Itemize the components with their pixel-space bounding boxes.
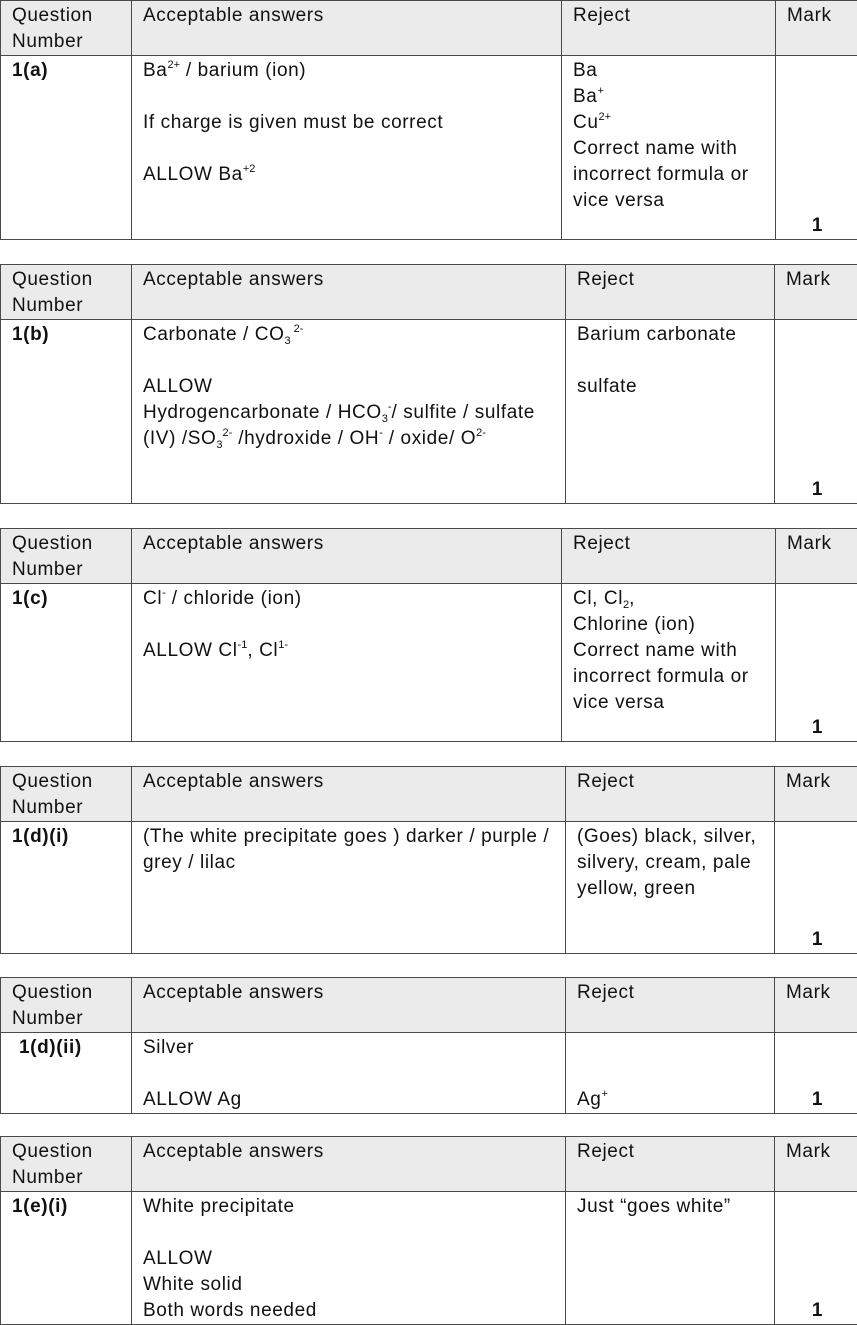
header-acceptable-answers: Acceptable answers	[132, 265, 566, 320]
answer-text: (The white precipitate goes ) darker / purple / grey / lilac	[143, 824, 555, 876]
answer-text: Silver	[143, 1035, 555, 1061]
reject-cell	[566, 1033, 775, 1114]
header-question-number: Question Number	[1, 1, 132, 56]
acceptable-answers-cell	[132, 1033, 566, 1114]
question-number: 1(d)(i)	[1, 822, 132, 954]
header-question-number: Question Number	[1, 1137, 132, 1192]
charge-superscript: 2+	[167, 59, 180, 71]
reject-text: Correct name with incorrect formula or vice versa	[573, 136, 765, 214]
answer-text: Ba	[143, 60, 167, 81]
question-number: 1(d)(ii)	[1, 1033, 132, 1114]
header-question-number: Question Number	[1, 265, 132, 320]
reject-text: Chlorine (ion)	[573, 612, 765, 638]
header-reject: Reject	[566, 265, 775, 320]
acceptable-answers-cell	[132, 584, 562, 742]
reject-cell	[566, 1192, 775, 1325]
header-mark: Mark	[776, 1, 857, 56]
allow-text: ALLOW Ag	[143, 1087, 555, 1113]
acceptable-answers-cell	[132, 822, 566, 954]
charge-superscript: +	[597, 85, 603, 97]
subscript: 3	[382, 413, 388, 425]
charge-superscript: -1	[238, 639, 248, 651]
mark-scheme-table-1ei	[0, 1136, 857, 1325]
reject-text: Barium carbonate	[577, 322, 764, 348]
table-header-row	[1, 265, 857, 320]
mark-value: 1	[775, 822, 857, 954]
header-mark: Mark	[775, 978, 857, 1033]
reject-cell	[566, 822, 775, 954]
header-question-number: Question Number	[1, 529, 132, 584]
answer-text: White precipitate	[143, 1194, 555, 1220]
mark-scheme-table-1b	[0, 264, 857, 504]
mark-scheme-table-1a	[0, 0, 857, 240]
header-acceptable-answers: Acceptable answers	[132, 767, 566, 822]
charge-superscript: +2	[243, 163, 256, 175]
reject-text: ,	[629, 588, 635, 609]
allow-label: ALLOW	[143, 374, 555, 400]
allow-label: ALLOW	[143, 1246, 555, 1272]
header-reject: Reject	[562, 1, 776, 56]
header-acceptable-answers: Acceptable answers	[132, 1, 562, 56]
header-reject: Reject	[562, 529, 776, 584]
allow-text: Hydrogencarbonate / HCO	[143, 402, 382, 423]
subscript: 3	[216, 439, 222, 451]
table-header-row	[1, 978, 857, 1033]
allow-text: , Cl	[247, 640, 278, 661]
question-number: 1(e)(i)	[1, 1192, 132, 1325]
acceptable-answers-cell	[132, 320, 566, 504]
mark-value: 1	[775, 320, 857, 504]
reject-text: Cl, Cl	[573, 588, 623, 609]
header-question-number: Question Number	[1, 978, 132, 1033]
allow-text: ALLOW Cl	[143, 640, 238, 661]
reject-text: Correct name with incorrect formula or vice versa	[573, 638, 765, 716]
charge-superscript: +	[601, 1088, 607, 1100]
allow-text: ALLOW Ba	[143, 164, 243, 185]
header-mark: Mark	[775, 1137, 857, 1192]
charge-superscript: -	[388, 401, 392, 413]
question-number: 1(c)	[1, 584, 132, 742]
mark-value: 1	[775, 1033, 857, 1114]
charge-superscript: 1-	[278, 639, 288, 651]
allow-text: / oxide/ O	[383, 428, 476, 449]
table-row	[1, 56, 857, 240]
header-reject: Reject	[566, 767, 775, 822]
answer-note: If charge is given must be correct	[143, 110, 551, 136]
question-number: 1(b)	[1, 320, 132, 504]
header-mark: Mark	[775, 265, 857, 320]
header-reject: Reject	[566, 1137, 775, 1192]
header-mark: Mark	[775, 767, 857, 822]
mark-scheme-table-1c	[0, 528, 857, 742]
acceptable-answers-cell	[132, 56, 562, 240]
table-header-row	[1, 1137, 857, 1192]
header-reject: Reject	[566, 978, 775, 1033]
reject-text: (Goes) black, silver, silvery, cream, pale yellow, green	[577, 824, 764, 902]
table-row	[1, 1033, 857, 1114]
charge-superscript: 2-	[476, 427, 486, 439]
acceptable-answers-cell	[132, 1192, 566, 1325]
answer-text: Cl	[143, 588, 162, 609]
allow-text: /hydroxide / OH	[232, 428, 379, 449]
table-header-row	[1, 529, 857, 584]
reject-cell	[566, 320, 775, 504]
table-row	[1, 1192, 857, 1325]
reject-text: Cu	[573, 112, 599, 133]
header-acceptable-answers: Acceptable answers	[132, 529, 562, 584]
mark-scheme-table-1dii	[0, 977, 857, 1114]
allow-text: White solid	[143, 1272, 555, 1298]
mark-value: 1	[775, 1192, 857, 1325]
mark-value: 1	[776, 56, 857, 240]
table-row	[1, 822, 857, 954]
answer-text: / barium (ion)	[180, 60, 306, 81]
mark-scheme-table-1di	[0, 766, 857, 954]
charge-superscript: 2+	[599, 111, 612, 123]
charge-superscript: -	[162, 587, 166, 599]
reject-cell	[562, 56, 776, 240]
table-header-row	[1, 1, 857, 56]
reject-text: Ba	[573, 86, 597, 107]
table-row	[1, 320, 857, 504]
answer-note: Both words needed	[143, 1298, 555, 1324]
table-row	[1, 584, 857, 742]
answer-text: / chloride (ion)	[166, 588, 302, 609]
allow-text: / sulfite / sulfate (IV) /SO	[143, 402, 535, 449]
table-header-row	[1, 767, 857, 822]
header-mark: Mark	[776, 529, 857, 584]
subscript: 2	[623, 599, 629, 611]
header-question-number: Question Number	[1, 767, 132, 822]
subscript: 3	[284, 335, 290, 347]
charge-superscript: 2-	[291, 323, 304, 335]
reject-text: sulfate	[577, 374, 764, 400]
reject-cell	[562, 584, 776, 742]
mark-value: 1	[776, 584, 857, 742]
answer-text: Carbonate / CO	[143, 324, 284, 345]
charge-superscript: 2-	[223, 427, 233, 439]
header-acceptable-answers: Acceptable answers	[132, 978, 566, 1033]
reject-text: Ag	[577, 1089, 601, 1110]
charge-superscript: -	[379, 427, 383, 439]
header-acceptable-answers: Acceptable answers	[132, 1137, 566, 1192]
reject-text: Ba	[573, 58, 765, 84]
question-number: 1(a)	[1, 56, 132, 240]
reject-text: Just “goes white”	[577, 1194, 764, 1220]
